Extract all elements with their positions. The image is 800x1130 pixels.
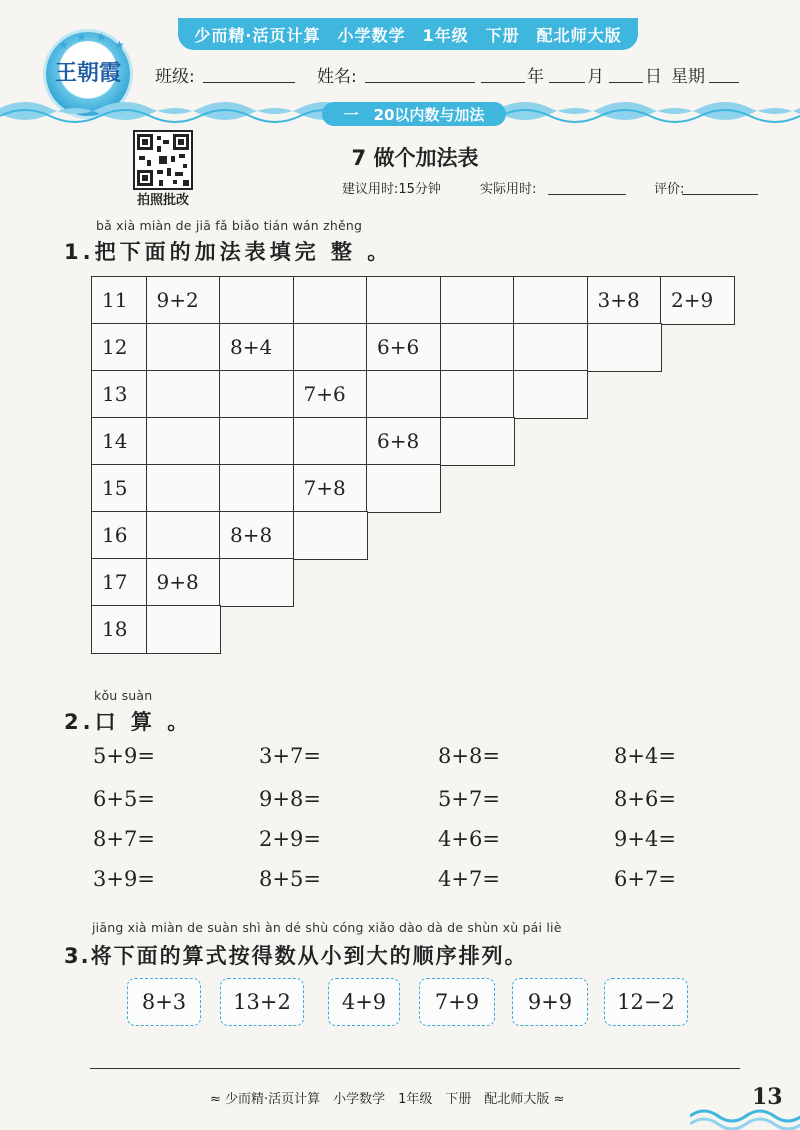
q2-title: 2.口 算 。	[64, 710, 193, 734]
table-cell[interactable]	[146, 417, 221, 466]
expression-card[interactable]: 9+9	[512, 978, 588, 1026]
qr-code-icon[interactable]	[133, 130, 193, 190]
evaluation-field[interactable]	[682, 178, 758, 195]
table-cell: 7+8	[293, 464, 368, 513]
day-field[interactable]	[609, 62, 643, 83]
table-cell[interactable]	[219, 417, 294, 466]
table-cell[interactable]	[219, 464, 294, 513]
weekday-label: 星期	[671, 67, 705, 87]
table-cell[interactable]	[146, 370, 221, 419]
table-sum-cell: 17	[91, 558, 147, 607]
name-field[interactable]	[365, 62, 475, 83]
table-cell[interactable]	[440, 417, 515, 466]
calc-item[interactable]: 5+7=	[438, 787, 500, 811]
table-cell[interactable]	[146, 605, 221, 654]
brand-logo-text: 王朝霞	[54, 60, 121, 86]
table-cell: 2+9	[660, 276, 735, 325]
star-icon: ★	[96, 30, 107, 44]
table-cell[interactable]	[366, 464, 441, 513]
month-field[interactable]	[549, 62, 585, 83]
name-label: 姓名:	[317, 67, 357, 87]
footer-wave	[690, 1100, 800, 1130]
calc-item[interactable]: 6+5=	[93, 787, 155, 811]
table-cell[interactable]	[440, 323, 515, 372]
actual-time-field[interactable]	[548, 178, 626, 195]
table-cell[interactable]	[293, 417, 368, 466]
expression-card[interactable]: 8+3	[127, 978, 201, 1026]
table-cell[interactable]	[440, 276, 515, 325]
table-cell[interactable]	[513, 370, 588, 419]
expression-card[interactable]: 13+2	[220, 978, 304, 1026]
expression-card[interactable]: 7+9	[419, 978, 495, 1026]
table-cell[interactable]	[219, 276, 294, 325]
calc-item[interactable]: 8+8=	[438, 744, 500, 768]
table-cell[interactable]	[146, 511, 221, 560]
month-label: 月	[587, 67, 604, 87]
q1-pinyin: bǎ xià miàn de jiā fǎ biǎo tián wán zhěng	[96, 218, 363, 233]
class-label: 班级:	[155, 67, 195, 87]
table-cell: 8+4	[219, 323, 294, 372]
calc-item[interactable]: 6+7=	[614, 867, 676, 891]
series-banner: 少而精·活页计算 小学数学 1年级 下册 配北师大版	[178, 18, 638, 50]
table-sum-cell: 11	[91, 276, 147, 325]
table-cell[interactable]	[440, 370, 515, 419]
table-cell[interactable]	[366, 370, 441, 419]
calc-item[interactable]: 8+4=	[614, 744, 676, 768]
table-cell: 9+2	[146, 276, 221, 325]
suggested-time: 建议用时:15分钟	[342, 182, 441, 197]
table-cell[interactable]	[366, 276, 441, 325]
table-cell[interactable]	[513, 323, 588, 372]
section-banner: 一 20以内数与加法	[322, 102, 506, 126]
table-cell: 7+6	[293, 370, 368, 419]
evaluation-label: 评价:	[654, 182, 685, 197]
footer-divider	[90, 1068, 740, 1069]
qr-label: 拍照批改	[136, 193, 189, 208]
page-number: 13	[752, 1084, 783, 1110]
q2-pinyin: kǒu suàn	[94, 688, 153, 703]
star-icon: ★	[76, 30, 87, 44]
table-cell[interactable]	[513, 276, 588, 325]
calc-item[interactable]: 2+9=	[259, 827, 321, 851]
year-label: 年	[527, 67, 544, 87]
student-info-row	[155, 62, 755, 90]
calc-item[interactable]: 8+7=	[93, 827, 155, 851]
class-field[interactable]	[203, 62, 295, 83]
table-cell[interactable]	[293, 276, 368, 325]
table-cell: 9+8	[146, 558, 221, 607]
q1-title: 1.把下面的加法表填完 整 。	[64, 240, 393, 264]
table-cell[interactable]	[219, 558, 294, 607]
table-cell: 8+8	[219, 511, 294, 560]
table-cell[interactable]	[587, 323, 662, 372]
star-icon: ★	[58, 38, 69, 52]
calc-item[interactable]: 4+6=	[438, 827, 500, 851]
table-sum-cell: 13	[91, 370, 147, 419]
calc-item[interactable]: 5+9=	[93, 744, 155, 768]
q3-pinyin: jiāng xià miàn de suàn shì àn dé shù cóng xiǎo dào dà de shùn xù pái liè	[92, 920, 562, 935]
table-sum-cell: 16	[91, 511, 147, 560]
expression-card[interactable]: 4+9	[328, 978, 400, 1026]
q3-title: 3.将下面的算式按得数从小到大的顺序排列。	[64, 944, 528, 968]
expression-card[interactable]: 12−2	[604, 978, 688, 1026]
table-cell: 6+6	[366, 323, 441, 372]
table-sum-cell: 18	[91, 605, 147, 654]
calc-item[interactable]: 4+7=	[438, 867, 500, 891]
table-sum-cell: 14	[91, 417, 147, 466]
star-icon: ★	[114, 38, 125, 52]
calc-item[interactable]: 9+4=	[614, 827, 676, 851]
table-cell: 3+8	[587, 276, 662, 325]
table-sum-cell: 12	[91, 323, 147, 372]
actual-time-label: 实际用时:	[480, 182, 537, 197]
table-cell[interactable]	[293, 511, 368, 560]
calc-item[interactable]: 8+6=	[614, 787, 676, 811]
table-sum-cell: 15	[91, 464, 147, 513]
day-label: 日	[645, 67, 662, 87]
table-cell[interactable]	[146, 323, 221, 372]
table-cell[interactable]	[146, 464, 221, 513]
calc-item[interactable]: 8+5=	[259, 867, 321, 891]
table-cell[interactable]	[219, 370, 294, 419]
calc-item[interactable]: 3+7=	[259, 744, 321, 768]
table-cell: 6+8	[366, 417, 441, 466]
calc-item[interactable]: 9+8=	[259, 787, 321, 811]
year-field[interactable]	[481, 62, 525, 83]
weekday-field[interactable]	[709, 62, 739, 83]
table-cell[interactable]	[293, 323, 368, 372]
calc-item[interactable]: 3+9=	[93, 867, 155, 891]
footer-text: ≈ 少而精·活页计算 小学数学 1年级 下册 配北师大版 ≈	[210, 1092, 565, 1107]
lesson-title: 7 做个加法表	[351, 146, 479, 170]
